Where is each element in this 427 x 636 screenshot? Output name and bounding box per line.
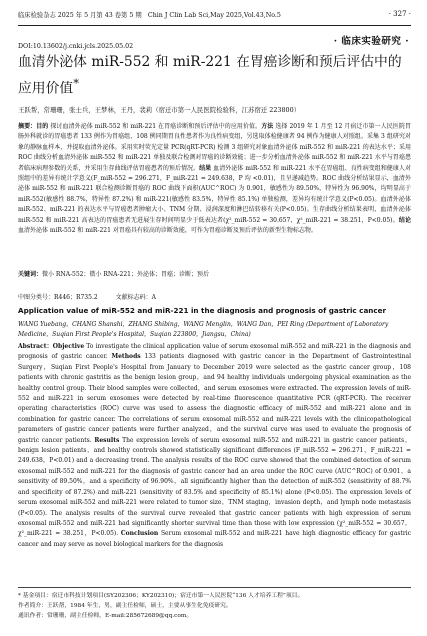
english-abstract bbox=[18, 342, 411, 550]
article-title-text: 血清外泌体 miR-552 和 miR-221 在胃癌诊断和预后评估中的应用价值 bbox=[18, 54, 402, 97]
keywords bbox=[18, 270, 411, 280]
results-text: 血清外泌体 miR-552 和 miR-221 水平在胃癌组、良性病变组和健康人对照组中的差异有统计学意义(F_miR-552 = 296.271，F_miR-221 = 249.638，P 均 <0.01)，且呈递减趋势。ROC 曲线分析结果显示，血清外泌体 miR-552 和 miR-221 联合检测诊断胃癌的 ROC 曲线下面积(AUC^ROC) 为 0.901，敏感性为 89.50%，特异性为 96.90%，均明显高于 miR-552(敏感性 88.7%，特异性 87.2%) 和 miR-221(敏感性 83.5%，特异性 85.1%) 单独检测，差异均有统计学意义(P<0.05)。血清外泌体 miR-552、miR-221 的表达水平与胃癌患者肿瘤大小、TNM 分期、浸润深度和淋巴结转移有关(P<0.05)。生存曲线分析结果表明，血清外泌体 miR-552 和 miR-221 高表达的胃癌患者无进展生存时间明显少于低表达者(χ²_miR-552 = 30.657，χ²_miR-221 = 38.251，P<0.05)。 bbox=[18, 164, 411, 224]
en-methods-label: Methods bbox=[111, 353, 141, 361]
footnote-divider bbox=[18, 587, 411, 588]
results-label: 结果 bbox=[199, 164, 212, 172]
objective-text: 探讨血清外泌体 miR-552 和 miR-221 在胃癌诊断和预后评估中的应用价值。 bbox=[50, 123, 262, 130]
en-conclusion-label: Conclusion bbox=[120, 530, 159, 538]
column-label: · 临床实验研究 · bbox=[333, 36, 409, 47]
correspondence-footnote: 通讯作者：常珊珊，副主任检师，E-mail:285672689@qq.com。 bbox=[18, 613, 193, 619]
conclusion-label: 结论 bbox=[398, 216, 411, 224]
funding-footnote: * 基金项目：宿迁市科技计划项目(SY202306；KY202310)；宿迁市第一人民医院“136 人才培养工程”项目。 bbox=[18, 593, 304, 599]
document-code: 文献标志码：A bbox=[115, 294, 157, 301]
chinese-abstract bbox=[18, 122, 411, 236]
footnotes bbox=[18, 591, 411, 621]
methods-text: 选择 2019 年 1 月至 12 月宿迁市第一人民医院胃肠外科就诊的胃癌患者 133 例作为胃癌组，108 例同期胃良性患者作为良性病变组，另选取体检健康者 94 例作为健康人对照组。采集 3 组研究对象的静脉血样本，并提取血清外泌体。采用实时荧光定量 PCR(qRT-PCR) 检测 3 组研究对象血清外泌体 miR-552 和 miR-221 的表达水平；采用 ROC 曲线分析血清外泌体 miR-552 和 miR-221 单独及联合检测对胃癌的诊断效能；进一步分析血清外泌体 miR-552 和 miR-221 水平与胃癌患者临床病理参数的关系，并采用生存曲线评估胃癌患者的预后情况。 bbox=[18, 123, 411, 172]
journal-citation: 临床检验杂志 2025 年 5 月第 43 卷第 5 期 Chin J Clin Lab Sci,May 2025,Vol.43,No.5 bbox=[18, 12, 281, 19]
en-results-text: The expression levels of serum exosomal miR-552 and miR-221 in gastric cancer patients，benign lesion patients，and healthy controls showed statistically significant differences (F_miR-552 = 296.271，F_miR-221 = 249.638，P<0.01) and a decreasing trend. The analysis results of the ROC curve showed that the combined detection of serum exosomal miR-552 and miR-221 for the diagnosis of gastric cancer had an area under the ROC curve (AUC^ROC) of 0.901，a sensitivity of 89.50%，and a specificity of 96.90%，all significantly higher than the detection of miR-552 (sensitivity of 88.7% and specificity of 87.2%) and miR-221 (sensitivity of 83.5% and specificity of 85.1%) alone (P<0.05). The expression levels of serum exosomal miR-552 and miR-221 were related to tumor size，TNM staging，invasion depth，and lymph node metastasis (P<0.05). The analysis results of the survival curve revealed that gastric cancer patients with high expression of serum exosomal miR-552 and miR-221 had significantly shorter survival time than those with low expression (χ²_miR-552 = 30.657，χ²_miR-221 = 38.251，P<0.05). bbox=[18, 436, 411, 538]
keywords-text: 微小 RNA-552；微小 RNA-221；外泌体；胃癌；诊断；预后 bbox=[42, 271, 209, 278]
en-conclusion-text: Serum exosomal miR-552 and miR-221 have high diagnostic efficacy for gastric cancer and may serve as novel biological markers for the diagnosis bbox=[18, 530, 411, 548]
en-abstract-label: Abstract： bbox=[18, 343, 53, 350]
english-authors: WANG Yuebang，CHANG Shanshi，ZHANG Shibing，WANG Menglin，WANG Dan，PEI Ring (Department of Laboratory Medicine，Suqian First People's Hospital，Suqian 223800，Jiangsu，China) bbox=[18, 321, 389, 338]
author-bio-footnote: 作者简介：王跃帮，1984 年生，男，副主任检师，硕士，主要从事生化免疫研究。 bbox=[18, 603, 232, 609]
conclusion-text: 血清外泌体 miR-552 和 miR-221 对胃癌具有较高的诊断效能，可作为胃癌诊断及预后评估的新型生物标志物。 bbox=[18, 227, 317, 235]
keywords-label: 关键词： bbox=[18, 271, 43, 278]
en-methods-text: 133 patients diagnosed with gastric cancer in the Department of Gastrointestinal Surgery，Suqian First People's Hospital from January to December 2019 were selected as the gastric cancer group，108 patients with chronic gastritis as the benign lesion group，and 94 healthy individuals undergoing physical examination as the healthy control group. Their blood samples were collected，and serum exosomes were extracted. The expression levels of miR-552 and miR-221 in serum exosomes were detected by real-time fluorescence quantitative PCR (qRT-PCR). The receiver operating characteristics (ROC) curve was used to assess the diagnostic efficacy of miR-552 and miR-221 alone and in combination for gastric cancer. The correlations of serum exosomal miR-552 and miR-221 levels with the clinicopathological parameters of gastric cancer patients were further analyzed，and the survival curve was used to evaluate the prognosis of gastric cancer patients. bbox=[18, 353, 411, 444]
methods-label: 方法 bbox=[261, 123, 274, 130]
abstract-label: 摘要： bbox=[18, 123, 37, 130]
title-footnote-mark: * bbox=[73, 76, 79, 90]
en-objective-text: To investigate the clinical application value of serum exosomal miR-552 and miR-221 in the diagnosis and prognosis of gastric cancer. bbox=[18, 343, 411, 361]
running-header bbox=[18, 10, 411, 22]
article-title bbox=[18, 52, 411, 100]
clc-number: 中图分类号：R446；R735.2 bbox=[18, 294, 98, 301]
header-divider bbox=[18, 25, 411, 26]
authors-affiliation: 王跃帮，常珊珊，张士兵，王梦林，王丹，裴莉（宿迁市第一人民医院检验科，江苏宿迁 223800） bbox=[18, 106, 301, 114]
en-results-label: Results bbox=[94, 436, 120, 444]
doi: DOI:10.13602/j.cnki.jcls.2025.05.02 bbox=[18, 43, 134, 50]
page-number: · 327 · bbox=[388, 10, 411, 18]
english-title: Application value of miR-552 and miR-221 in the diagnosis and prognosis of gastric cancer bbox=[18, 306, 387, 315]
classification bbox=[18, 292, 411, 301]
objective-label: 目的 bbox=[36, 123, 49, 130]
en-objective-label: Objective bbox=[52, 343, 85, 350]
